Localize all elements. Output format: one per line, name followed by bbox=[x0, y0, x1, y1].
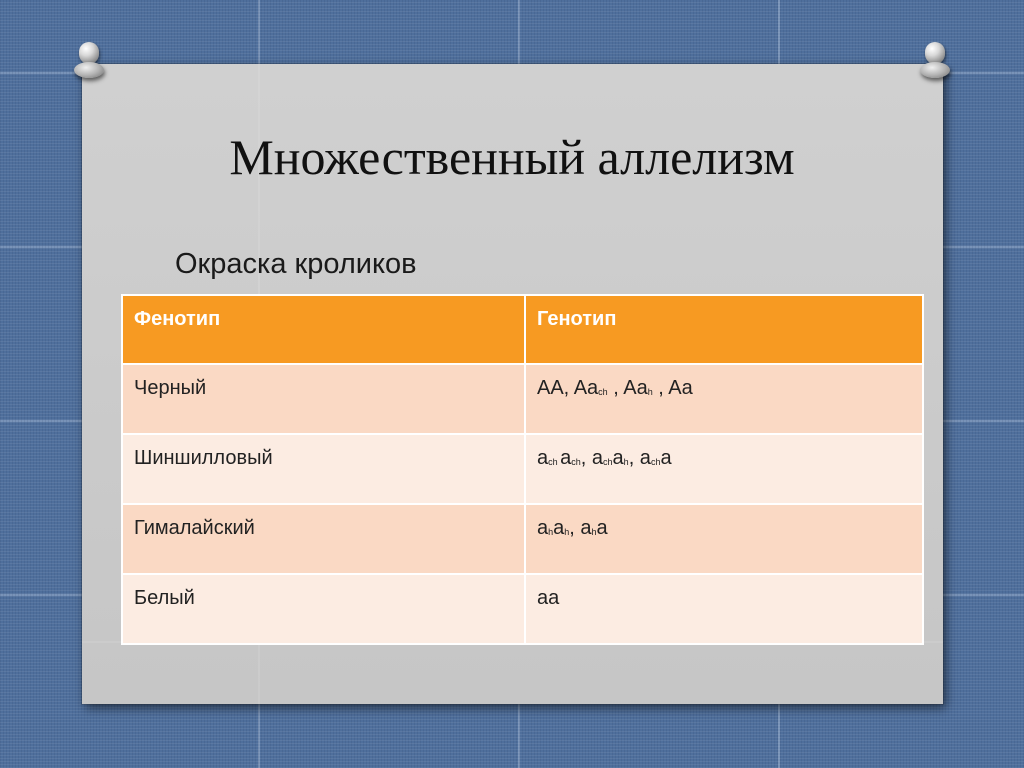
table-row bbox=[122, 434, 923, 504]
allele-text: , a bbox=[569, 517, 592, 539]
phenotype-cell: Белый bbox=[122, 574, 525, 644]
allele-text: , Aa bbox=[607, 377, 648, 399]
slide-subtitle: Окраска кроликов bbox=[175, 248, 417, 280]
allele-text: AA, Aa bbox=[537, 377, 599, 399]
allele-text: a bbox=[537, 447, 549, 469]
allele-text: a bbox=[660, 447, 672, 469]
allele-text: aa bbox=[537, 587, 560, 609]
allele-subscript: h bbox=[548, 527, 554, 537]
phenotype-cell: Черный bbox=[122, 364, 525, 434]
allele-subscript: ch bbox=[571, 457, 581, 467]
allele-subscript: h bbox=[564, 527, 570, 537]
allele-text: a bbox=[596, 517, 608, 539]
phenotype-cell: Шиншилловый bbox=[122, 434, 525, 504]
table-row bbox=[122, 504, 923, 574]
genotype-cell bbox=[525, 364, 923, 434]
allele-text: a bbox=[560, 447, 572, 469]
allele-text: , Aa bbox=[652, 377, 693, 399]
allele-subscript: ch bbox=[548, 457, 561, 467]
table-row bbox=[122, 574, 923, 644]
slide-title: Множественный аллелизм bbox=[229, 129, 795, 185]
allele-subscript: h bbox=[623, 457, 629, 467]
pushpin-icon bbox=[72, 42, 106, 82]
pushpin-icon bbox=[918, 42, 952, 82]
allele-subscript: ch bbox=[650, 457, 661, 467]
allele-subscript: ch bbox=[598, 387, 608, 397]
genotype-cell bbox=[525, 504, 923, 574]
allele-text: , a bbox=[580, 447, 604, 469]
allele-text: a bbox=[553, 517, 565, 539]
table-row bbox=[122, 364, 923, 434]
allele-subscript: ch bbox=[603, 457, 613, 467]
genotype-table bbox=[121, 294, 924, 645]
table-header-row bbox=[122, 295, 923, 364]
header-genotype: Генотип bbox=[525, 295, 923, 364]
allele-text: , a bbox=[628, 447, 651, 469]
header-phenotype: Фенотип bbox=[122, 295, 525, 364]
phenotype-cell: Гималайский bbox=[122, 504, 525, 574]
genotype-cell bbox=[525, 574, 923, 644]
allele-text: a bbox=[612, 447, 624, 469]
allele-text: a bbox=[537, 517, 549, 539]
genotype-cell bbox=[525, 434, 923, 504]
allele-subscript: h bbox=[647, 387, 653, 397]
allele-subscript: h bbox=[591, 527, 597, 537]
